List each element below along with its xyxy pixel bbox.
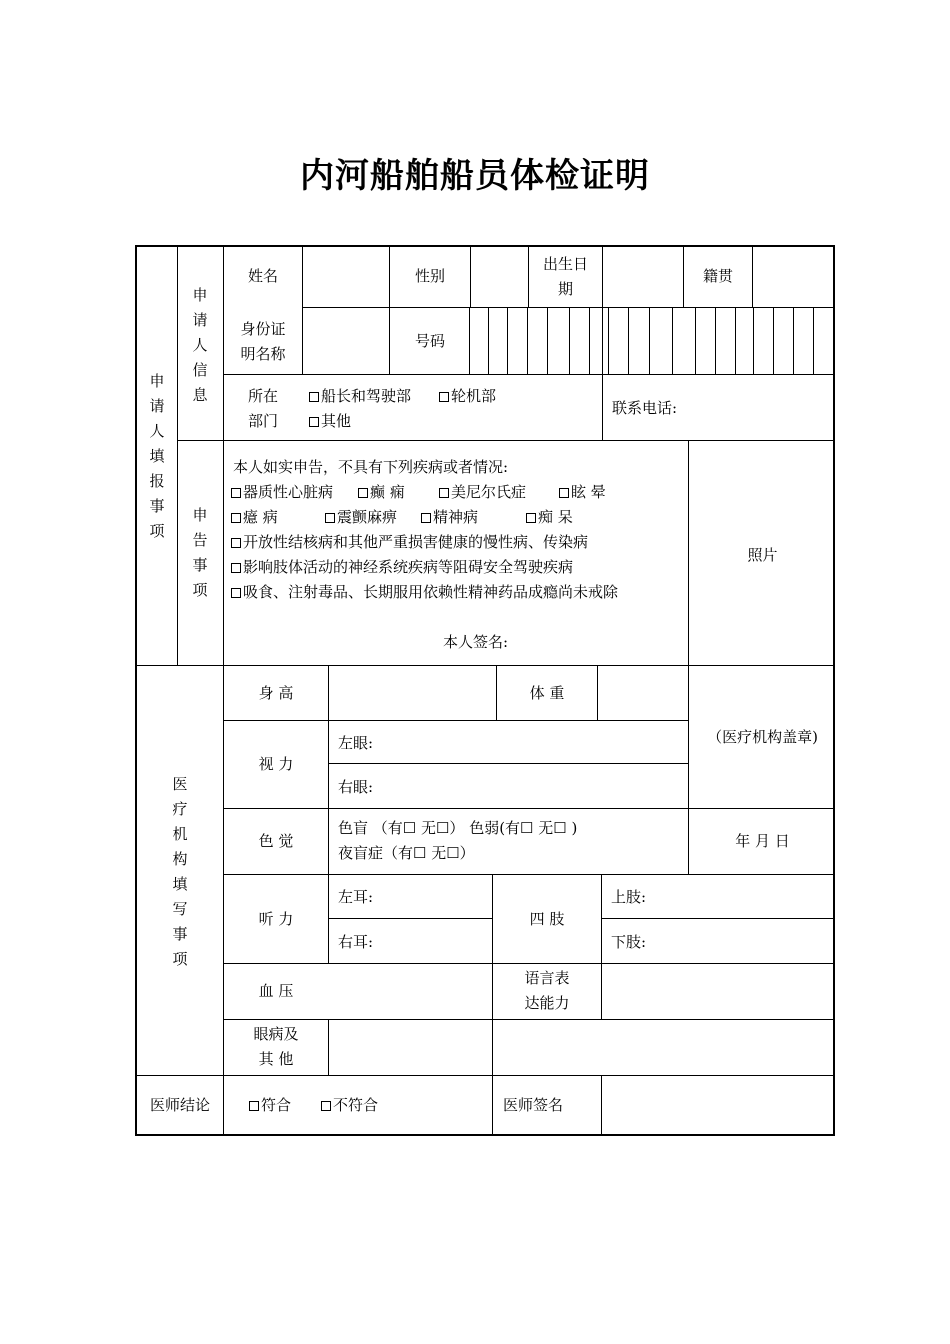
row-line (177, 440, 835, 441)
color-vision-label: 色 觉 (258, 832, 294, 850)
native-place-field[interactable] (754, 249, 834, 306)
col-line (470, 247, 471, 307)
name-field[interactable] (304, 249, 388, 306)
date-label: 年 月 日 (735, 832, 790, 850)
lower-limb-label: 下肢: (611, 933, 647, 951)
checkbox-icon (439, 392, 449, 402)
disease-option[interactable]: 震颤麻痹 (325, 505, 397, 530)
disease-option[interactable]: 器质性心脏病 (231, 480, 333, 505)
col-line (597, 665, 598, 720)
upper-limb-label: 上肢: (611, 888, 647, 906)
conclusion-pass-option[interactable]: 符合 (249, 1093, 291, 1118)
eye-disease-label-2: 其 他 (258, 1050, 294, 1068)
id-digit-line (589, 307, 590, 374)
checkbox-icon (526, 513, 536, 523)
applicant-signature-label: 本人签名: (443, 633, 509, 651)
declaration-intro: 本人如实申告，不具有下列疾病或者情况: (233, 458, 509, 476)
disease-option[interactable]: 影响肢体活动的神经系统疾病等阻碍安全驾驶疾病 (231, 555, 573, 580)
eye-disease-field[interactable] (330, 1021, 834, 1074)
row-line (328, 763, 688, 764)
stamp-label: （医疗机构盖章) (707, 728, 818, 746)
id-digit-line (628, 307, 629, 374)
phone-label: 联系电话: (612, 399, 678, 417)
birth-date-label-2: 期 (557, 280, 573, 298)
conclusion-fail-option[interactable]: 不符合 (321, 1093, 378, 1118)
id-digit-line (735, 307, 736, 374)
hearing-label: 听 力 (258, 910, 294, 928)
checkbox-icon (325, 513, 335, 523)
id-digit-line (507, 307, 508, 374)
checkbox-icon (559, 488, 569, 498)
id-digit-line (793, 307, 794, 374)
id-digit-line (488, 307, 489, 374)
birth-date-label-1: 出生日 (542, 255, 588, 273)
disease-option[interactable]: 精神病 (421, 505, 478, 530)
col-line (302, 247, 303, 374)
row-line (137, 1075, 835, 1076)
speech-label-2: 达能力 (524, 994, 570, 1012)
checkbox-icon (231, 513, 241, 523)
checkbox-icon (231, 538, 241, 548)
col-line (688, 440, 689, 874)
id-digit-line (672, 307, 673, 374)
id-digit-line (695, 307, 696, 374)
id-type-field[interactable] (304, 309, 388, 373)
checkbox-icon (231, 488, 241, 498)
height-field[interactable] (330, 667, 495, 719)
checkbox-icon (231, 588, 241, 598)
left-eye-label: 左眼: (338, 734, 374, 752)
checkbox-icon (321, 1101, 331, 1111)
health-certificate-form (135, 245, 835, 1136)
doctor-signature-label: 医师签名 (503, 1096, 564, 1114)
disease-option[interactable]: 开放性结核病和其他严重损害健康的慢性病、传染病 (231, 530, 588, 555)
row-line (223, 808, 835, 809)
col-line (602, 247, 603, 440)
blood-pressure-label: 血 压 (258, 982, 294, 1000)
row-line (223, 874, 835, 875)
right-ear-label: 右耳: (338, 933, 374, 951)
id-type-label-2: 明名称 (240, 345, 286, 363)
id-digit-line (608, 307, 609, 374)
row-line (223, 1019, 835, 1020)
disease-option[interactable]: 癫 痫 (358, 480, 405, 505)
col-line (328, 1019, 329, 1075)
row-line (328, 918, 493, 919)
disease-option[interactable]: 吸食、注射毒品、长期服用依赖性精神药品成瘾尚未戒除 (231, 580, 618, 605)
name-label: 姓名 (247, 267, 278, 285)
page-title: 内河船舶船员体检证明 (300, 156, 650, 196)
id-digit-line (773, 307, 774, 374)
checkbox-icon (439, 488, 449, 498)
id-number-label: 号码 (414, 332, 445, 350)
id-digit-line (753, 307, 754, 374)
col-line (177, 247, 178, 665)
gender-label: 性别 (414, 267, 445, 285)
checkbox-icon (249, 1101, 259, 1111)
row-line (601, 918, 835, 919)
checkbox-icon (309, 417, 319, 427)
checkbox-icon (309, 392, 319, 402)
row-line (223, 720, 688, 721)
weight-field[interactable] (599, 667, 687, 719)
id-digit-line (547, 307, 548, 374)
doctor-conclusion-label: 医师结论 (149, 1096, 210, 1114)
checkbox-icon (358, 488, 368, 498)
native-place-label: 籍贯 (702, 267, 733, 285)
row-line (223, 963, 835, 964)
doctor-signature-field[interactable] (603, 1077, 834, 1135)
checkbox-icon (231, 563, 241, 573)
eye-disease-label-1: 眼病及 (253, 1025, 299, 1043)
gender-field[interactable] (472, 249, 527, 306)
disease-option[interactable]: 癔 病 (231, 505, 278, 530)
applicant-info-label: 申 请 人 信 息 (192, 286, 208, 404)
weight-label: 体 重 (529, 684, 565, 702)
blood-pressure-field[interactable] (330, 965, 491, 1018)
disease-option[interactable]: 痴 呆 (526, 505, 573, 530)
dept-option-deck[interactable]: 船长和驾驶部 (309, 384, 411, 409)
disease-option[interactable]: 眩 晕 (559, 480, 606, 505)
department-label-1: 所在 (247, 387, 278, 405)
photo-placeholder: 照片 (747, 546, 778, 564)
id-digit-line (527, 307, 528, 374)
dept-option-other[interactable]: 其他 (309, 409, 351, 434)
id-type-label-1: 身份证 (240, 320, 286, 338)
disease-option[interactable]: 美尼尔氏症 (439, 480, 526, 505)
row-line (137, 665, 835, 666)
checkbox-icon (421, 513, 431, 523)
speech-label-1: 语言表 (524, 969, 570, 987)
declaration-label: 申 告 事 项 (192, 506, 208, 599)
col-line (752, 247, 753, 307)
vision-label: 视 力 (258, 755, 294, 773)
birth-date-field[interactable] (604, 249, 682, 306)
right-eye-label: 右眼: (338, 778, 374, 796)
left-ear-label: 左耳: (338, 888, 374, 906)
col-line (601, 874, 602, 1019)
id-digit-line (649, 307, 650, 374)
id-digit-line (569, 307, 570, 374)
night-blind-line: 夜盲症（有☐ 无☐） (338, 844, 475, 862)
color-blind-line: 色盲 （有☐ 无☐） 色弱(有☐ 无☐ ) (338, 819, 578, 837)
col-line (328, 665, 329, 963)
col-line (601, 1075, 602, 1136)
dept-option-engine[interactable]: 轮机部 (439, 384, 496, 409)
row-line (223, 374, 835, 375)
id-digit-line (813, 307, 814, 374)
limbs-label: 四 肢 (529, 910, 565, 928)
department-label-2: 部门 (247, 412, 278, 430)
height-label: 身 高 (258, 684, 294, 702)
speech-field[interactable] (603, 965, 834, 1018)
id-digit-line (715, 307, 716, 374)
applicant-section-label: 申 请 人 填 报 事 项 (149, 372, 165, 540)
medical-section-label: 医 疗 机 构 填 写 事 项 (172, 775, 188, 968)
